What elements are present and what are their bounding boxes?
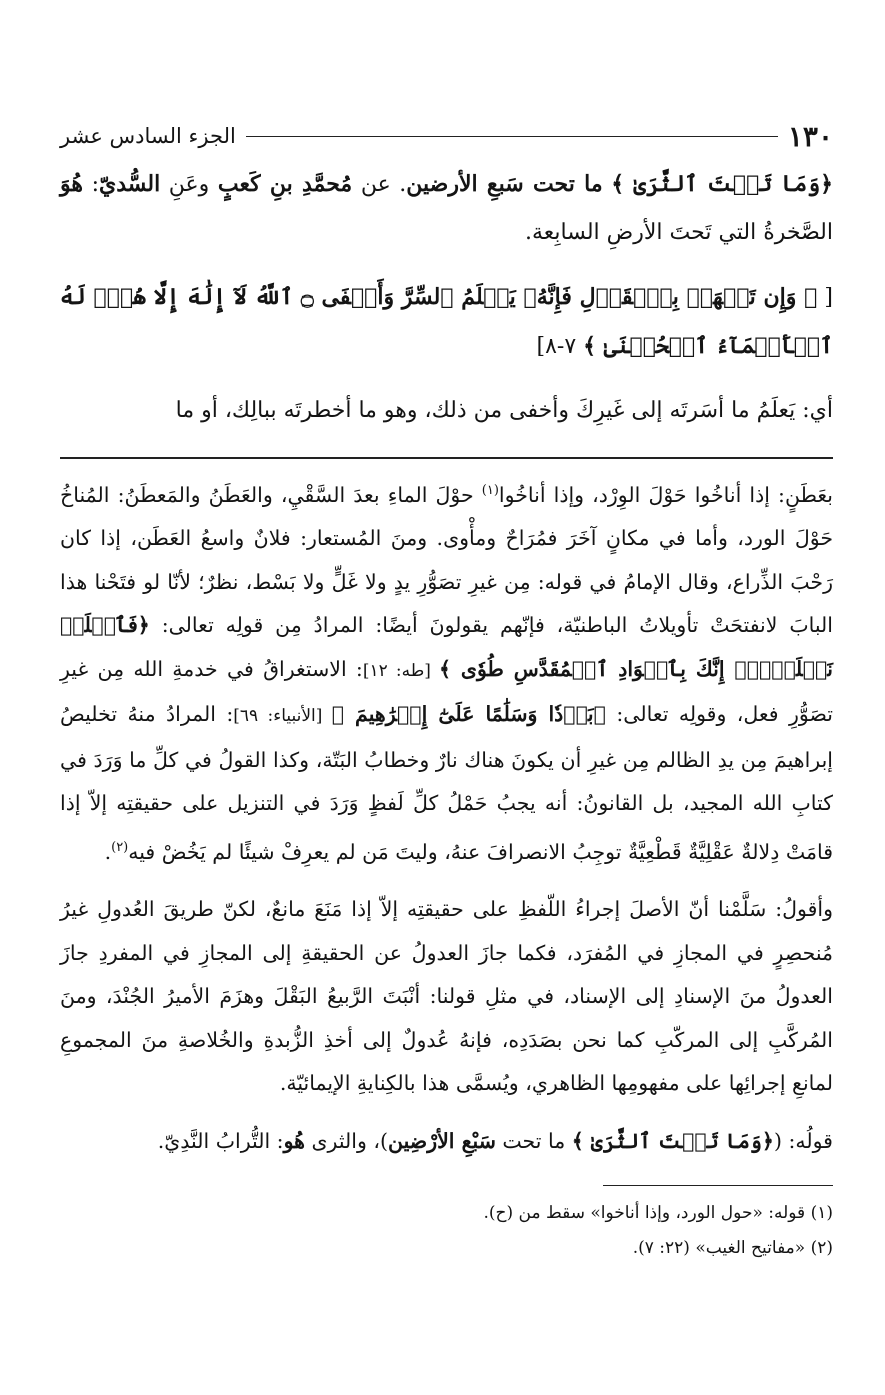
- text-segment: وعَنِ: [160, 172, 218, 197]
- text-segment: . عن: [352, 172, 407, 197]
- text-segment: ما تحت: [495, 1128, 572, 1153]
- footnote-marker: (١): [481, 483, 499, 498]
- footnotes: [60, 1196, 833, 1266]
- emphasized-text: سَبْعِ الأرْضِين: [388, 1128, 496, 1153]
- page-number: ١٣٠: [787, 119, 833, 153]
- text-segment: :: [82, 172, 99, 197]
- verse-reference: [الأنبياء: ٦٩]: [233, 706, 332, 727]
- verse-open-bracket: [: [824, 285, 833, 310]
- text-segment: الصَّخرةُ التي تَحتَ الأرضِ السابِعة.: [525, 220, 833, 245]
- footnote-rule: [603, 1185, 833, 1186]
- running-header: [60, 112, 833, 160]
- commentary-text: [60, 469, 833, 1163]
- quran-verse: ﴿بَرۡدٗا وَسَلَٰمًا عَلَىٰٓ إِبۡرَٰهِيمَ ﴾: [331, 702, 606, 727]
- verse-reference: [طه: ١٢]: [362, 660, 440, 681]
- quran-verse: ﴿فَٱخۡلَعۡ نَعۡلَيۡكَۖ إِنَّكَ بِٱلۡوَادِ ٱلۡمُقَدَّسِ طُوٗى ﴾: [60, 613, 834, 681]
- verse-reference: ٧-٨]: [536, 334, 577, 359]
- narrator-name: مُحمَّدِ بنِ كَعبٍ: [217, 171, 353, 197]
- text-segment: بعَطَنٍ: إذا أناخُوا حَوْلَ الوِرْد، وإذا أناخُوا: [498, 482, 833, 507]
- quran-verse: ﴿وَمَا تَحۡتَ ٱلثَّرَىٰ ﴾: [611, 171, 833, 197]
- commentary-paragraph-2: وأقولُ: سَلَّمْنا أنّ الأصلَ إجراءُ اللّفظِ على حقيقتِه إلاّ إذا مَنَعَ مانعٌ، لكنّ طريقَ العُدولِ غيرُ مُنحصِرٍ في المجازِ في المُفرَد، فكما جازَ العدولُ عن الحقيقةِ إلى المجازِ في المفردِ جازَ العدولُ منَ الإسنادِ إلى الإسناد، في مثلِ قولنا: أنْبَتَ الرَّبيعُ البَقْلَ وهزَمَ الأميرُ الجُنْدَ، ومنَ المُركَّبِ إلى المركّبِ كما نحن بصَدَدِه، فإنهُ عُدولٌ إلى أخذِ الزُّبدةِ والخُلاصةِ منَ المجموعِ لمانعِ إجرائِها على مفهومِها الظاهري، ويُسمَّى هذا بالكِنايةِ الإيمائيّة.: [60, 897, 833, 1096]
- commentary-paragraph-3: [60, 1120, 833, 1164]
- emphasized-text: هُو: [283, 1128, 305, 1153]
- text-segment: .: [104, 839, 112, 864]
- main-paragraph-1: [60, 160, 833, 257]
- book-part-title: الجزء السادس عشر: [60, 124, 236, 148]
- quran-verse: ﴿وَمَا تَحۡتَ ٱلثَّرَىٰ ﴾: [571, 1128, 774, 1153]
- emphasized-text: تحت سَبعِ الأرضين: [406, 171, 575, 197]
- text-segment: )، والثرى: [304, 1128, 388, 1153]
- commentary-divider: [60, 457, 833, 459]
- footnote-1: (١) قوله: «حول الورد، وإذا أناخوا» سقط من (ح).: [483, 1203, 833, 1224]
- narrator-name: السُّديّ: [98, 171, 161, 197]
- text-segment: : الاستغراقُ في خدمةِ الله مِن غيرِ تصَوُّرِ فعل، وقولِه تعالى:: [60, 656, 833, 727]
- main-paragraph-3: أي: يَعلَمُ ما أسَرتَه إلى غَيرِكَ وأخفى من ذلك، وهو ما أخطرتَه ببالِك، أو ما: [175, 398, 833, 423]
- footnote-2: (٢) «مفاتيح الغيب» (٢٢: ٧).: [632, 1238, 833, 1259]
- text-segment: : التُّرابُ النَّدِيّ.: [157, 1128, 284, 1153]
- quran-verse: ﴿ وَإِن تَجۡهَرۡ بِٱلۡقَوۡلِ فَإِنَّهُۥ يَعۡلَمُ ٱلسِّرَّ وَأَخۡفَى ۝ ٱللَّهُ لَآ إِلَٰهَ إِلَّا هُوَۖ لَهُ ٱلۡأَسۡمَآءُ ٱلۡحُسۡنَىٰ ﴾: [60, 284, 833, 359]
- text-segment: ما: [574, 171, 603, 197]
- commentary-paragraph-1: [60, 469, 833, 874]
- book-page: [60, 112, 833, 1266]
- verse-block: [60, 273, 833, 371]
- footnote-marker: (٢): [111, 839, 129, 855]
- text-segment: : المرادُ منهُ تخليصُ إبراهيمَ مِن يدِ الظالم مِن غيرِ أن يكونَ هناك نارٌ وخطابُ البَتّة، وكذا القولُ في كلِّ ما وَرَدَ في كتابِ الله المجيد، بل القانونُ: أنه يجبُ حَمْلُ كلِّ لَفظٍ وَرَدَ في التنزيل على حقيقتِه إلاّ إذا قامَتْ دِلالةٌ عَقْلِيَّةٌ قَطْعِيَّةٌ توجِبُ الانصرافَ عنهُ، وليتَ مَن لم يعرِفْ شيئًا لم يَخُضْ فيه: [60, 702, 833, 864]
- text-segment: قولُه: (: [773, 1128, 833, 1153]
- emphasized-text: هُوَ: [60, 171, 83, 197]
- header-rule: [246, 136, 778, 137]
- text-segment: حوْلَ الماءِ بعدَ السَّقْيِ، والعَطَنُ والمَعطَنُ: المُناخُ حَوْلَ الورد، وأما في مكانٍ آخَرَ فمُرَاحٌ ومأْوى. ومنَ المُستعار: فلانٌ واسعُ العَطَن، إذا كان رَحْبَ الذِّراع، وقال الإمامُ في قوله: مِن غيرِ تصَوُّرِ يدٍ ولا غَلٍّ ولا بَسْط، نظرٌ؛ لأنّا لو فتَحْنا هذا البابَ لانفتحَتْ تأويلاتُ الباطنيّة، فإنّهم يقولونَ أيضًا: المرادُ مِن قولِه تعالى:: [60, 482, 833, 638]
- main-text: [60, 160, 833, 435]
